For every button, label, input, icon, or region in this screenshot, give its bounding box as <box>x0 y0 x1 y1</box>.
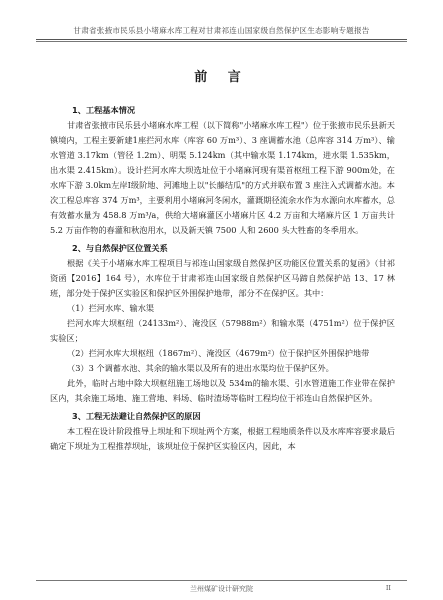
header-rule-secondary <box>36 41 407 42</box>
section-2-item-2: （2）拦河水库大坝枢纽（1867m²）、淹没区（4679m²）位于保护区外围保护地带 <box>67 348 370 358</box>
section-2-item-3: （3）3 个调蓄水池、其余的输水渠以及所有的进出水渠均位于保护区外。 <box>67 363 334 373</box>
section-2-item-1: （1）拦河水库、输水渠 <box>67 303 155 313</box>
section-heading-1: 1、工程基本情况 <box>72 105 136 115</box>
footer-institute: 兰州煤矿设计研究院 <box>190 585 253 593</box>
section-heading-3: 3、工程无法避让自然保护区的原因 <box>72 411 201 421</box>
page-number: II <box>385 584 391 592</box>
running-header: 甘肃省张掖市民乐县小堵麻水库工程对甘肃祁连山国家级自然保护区生态影响专题报告 <box>73 26 370 35</box>
section-2-item-1-detail: 拦河水库大坝枢纽（24133m²）、淹没区（57988m²）和输水渠（4751m²）位于保护区实验区； <box>50 318 395 343</box>
page-title: 前 言 <box>194 70 249 85</box>
section-2-paragraph: 根据《关于小堵麻水库工程项目与祁连山国家级自然保护区功能区位置关系的复函》（甘祁资函【2016】164 号），水库位于甘肃祁连山国家级自然保护区马蹄自然保护站 13、17 林班，部分处于保护区实验区和保护区外围保护地带，部分不在保护区。其中： <box>50 258 395 298</box>
section-3-paragraph: 本工程在设计阶段推导上坝址和下坝址两个方案，根据工程地质条件以及水库库容要求最后确定下坝址为工程推荐坝址，该坝址位于保护区实验区内，因此，本 <box>50 426 395 451</box>
footer-rule <box>36 580 407 581</box>
section-heading-2: 2、与自然保护区位置关系 <box>72 243 168 253</box>
header-rule <box>36 39 407 40</box>
section-2-note: 此外，临时占地中除大坝枢纽施工场地以及 534m的输水渠、引水管道施工作业带在保护区内，其余施工场地、施工营地、料场、临时渣场等临时工程均位于祁连山自然保护区外。 <box>50 378 395 403</box>
document-body <box>50 100 395 454</box>
section-1-paragraph: 甘肃省张掖市民乐县小堵麻水库工程（以下简称"小堵麻水库工程"）位于张掖市民乐县新天镇境内，工程主要新建1座拦河水库（库容 60 万m³）、3 座调蓄水池（总库容 314 万m³）、输水管道 3.17km（管径 1.2m）、明渠 5.124km（其中输水渠 1.174km，进水渠 1.535km，出水渠 2.415km）。设计拦河水库大坝选址位于小堵麻河现有渠首枢纽工程下游 900m处，在水库下游 3.0km左岸Ⅰ级阶地、河滩地上以"长藤结瓜"的方式并联布置 3 座注入式调蓄水池。本次工程总库容 374 万m³，主要利用小堵麻河冬闲水，灌溉期径流余水作为水源向水库蓄水，总有效蓄水量为 458.8 万m³/a，供给大堵麻灌区小堵麻片区 4.2 万亩和大堵麻片区 1 万亩共计 5.2 万亩作物的春灌和秋泡用水，以及新天镇 7500 人和 2600 头大牲畜的冬季用水。 <box>50 120 395 235</box>
